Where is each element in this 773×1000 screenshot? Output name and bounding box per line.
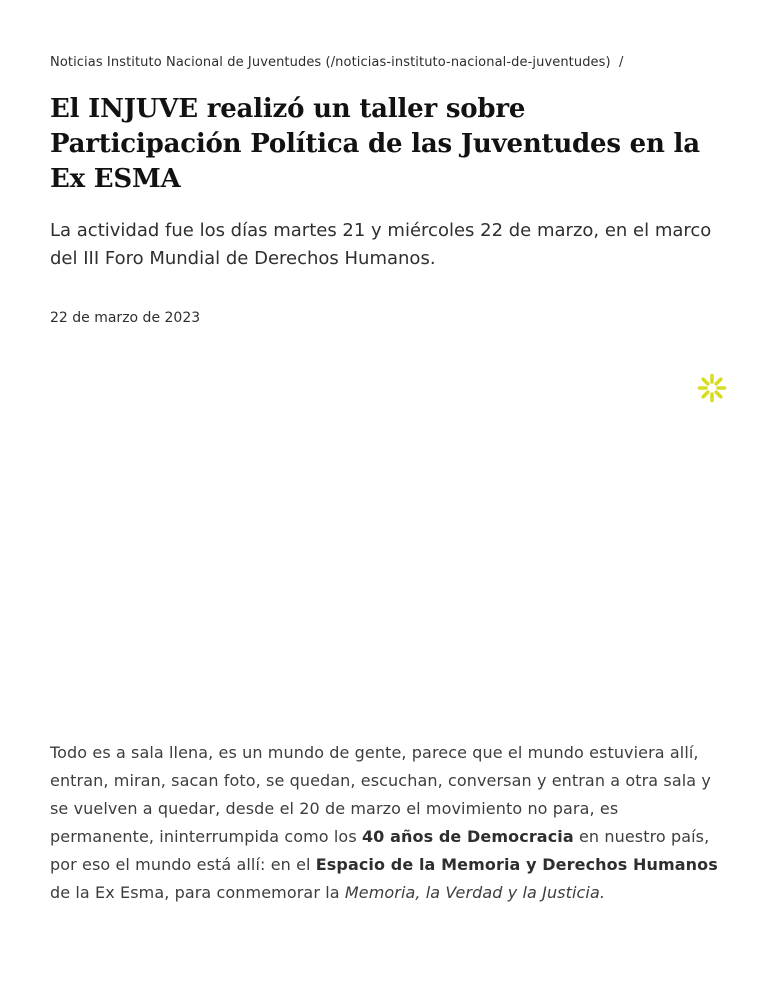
breadcrumb [50, 54, 723, 72]
article-lede: La actividad fue los días martes 21 y miércoles 22 de marzo, en el marco del III Foro Mundial de Derechos Humanos. [50, 220, 712, 270]
article-body-paragraph [50, 739, 723, 907]
body-text-segment: Memoria, la Verdad y la Justicia. [344, 882, 606, 902]
breadcrumb-separator: / [618, 55, 624, 70]
body-text-segment: de la Ex Esma, para conmemorar la [50, 882, 345, 902]
article-date: 22 de marzo de 2023 [50, 310, 201, 327]
body-text-segment: en nuestro país, por eso el mundo está allí: en el [50, 826, 710, 874]
body-text-segment: Espacio de la Memoria y Derechos Humanos [315, 854, 718, 874]
body-text-segment: 40 años de Democracia [361, 826, 574, 846]
page-title: El INJUVE realizó un taller sobre Participación Política de las Juventudes en la Ex ESMA [50, 94, 700, 195]
loading-asterisk-icon [697, 373, 727, 403]
loading-asterisk-strokes [700, 375, 725, 400]
breadcrumb-link-noticias[interactable]: Noticias Instituto Nacional de Juventudes (/noticias-instituto-nacional-de-juventudes) [50, 55, 611, 70]
body-text-segment: Todo es a sala llena, es un mundo de gente, parece que el mundo estuviera allí, entran, miran, sacan foto, se quedan, escuchan, conversan y entran a otra sala y se vuelven a quedar, desde el 20 de marzo el movimiento no para, es permanente, ininterrumpida como los [50, 742, 711, 846]
article-image-placeholder [50, 347, 723, 739]
